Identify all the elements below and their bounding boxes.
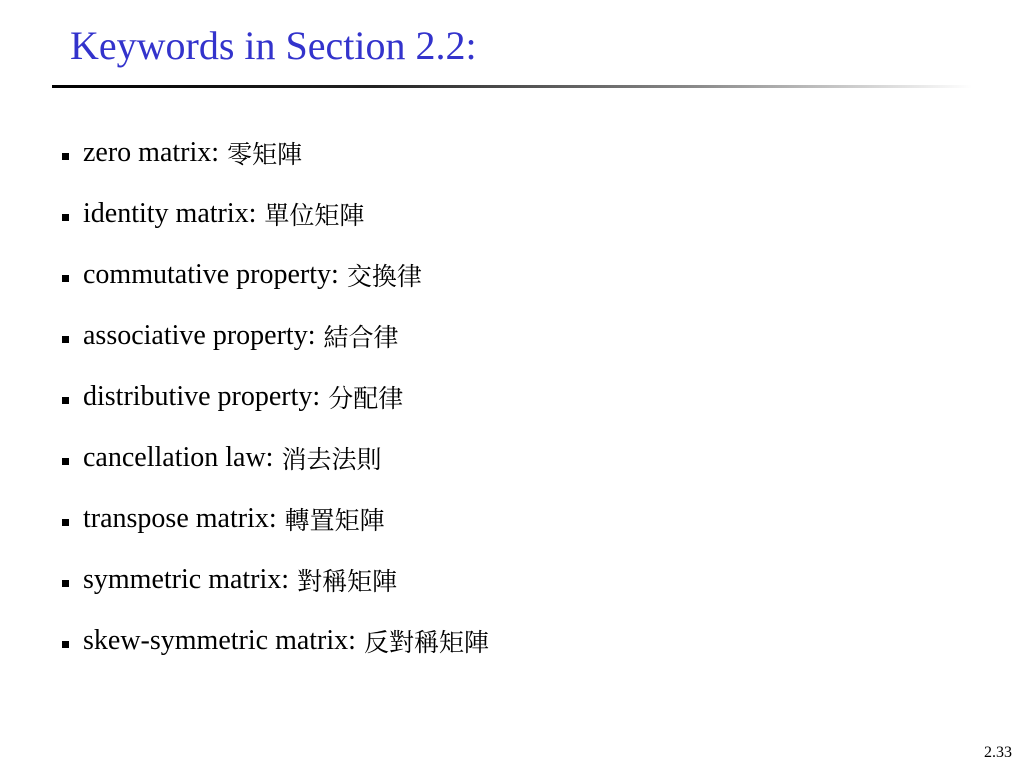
title-underline xyxy=(52,85,972,88)
keyword-term: associative property: xyxy=(83,319,316,351)
square-bullet-icon xyxy=(62,336,69,343)
keyword-term: commutative property: xyxy=(83,258,339,290)
keyword-term: zero matrix: xyxy=(83,136,220,168)
keyword-term: identity matrix: xyxy=(83,197,257,229)
square-bullet-icon xyxy=(62,153,69,160)
keyword-item xyxy=(62,488,489,549)
keyword-translation: 交換律 xyxy=(346,261,422,291)
slide-title: Keywords in Section 2.2: xyxy=(70,23,477,68)
keyword-item xyxy=(62,610,489,671)
keyword-translation: 消去法則 xyxy=(281,444,382,474)
keyword-item xyxy=(62,183,489,244)
square-bullet-icon xyxy=(62,397,69,404)
square-bullet-icon xyxy=(62,641,69,648)
square-bullet-icon xyxy=(62,580,69,587)
keyword-translation: 轉置矩陣 xyxy=(284,505,385,535)
keyword-translation: 反對稱矩陣 xyxy=(363,627,489,657)
keyword-item xyxy=(62,366,489,427)
keyword-translation: 分配律 xyxy=(328,383,404,413)
keyword-item xyxy=(62,305,489,366)
keyword-item xyxy=(62,427,489,488)
keyword-item xyxy=(62,244,489,305)
keyword-translation: 零矩陣 xyxy=(227,139,303,169)
keyword-translation: 結合律 xyxy=(323,322,399,352)
keyword-term: distributive property: xyxy=(83,380,321,412)
square-bullet-icon xyxy=(62,214,69,221)
keyword-item xyxy=(62,549,489,610)
square-bullet-icon xyxy=(62,458,69,465)
keyword-item xyxy=(62,122,489,183)
keyword-term: transpose matrix: xyxy=(83,502,277,534)
page-number: 2.33 xyxy=(984,744,1012,761)
keyword-translation: 對稱矩陣 xyxy=(297,566,398,596)
square-bullet-icon xyxy=(62,519,69,526)
keyword-term: symmetric matrix: xyxy=(83,563,290,595)
keyword-term: cancellation law: xyxy=(83,441,274,473)
keyword-list xyxy=(62,122,489,671)
keyword-translation: 單位矩陣 xyxy=(264,200,365,230)
square-bullet-icon xyxy=(62,275,69,282)
keyword-term: skew-symmetric matrix: xyxy=(83,624,356,656)
